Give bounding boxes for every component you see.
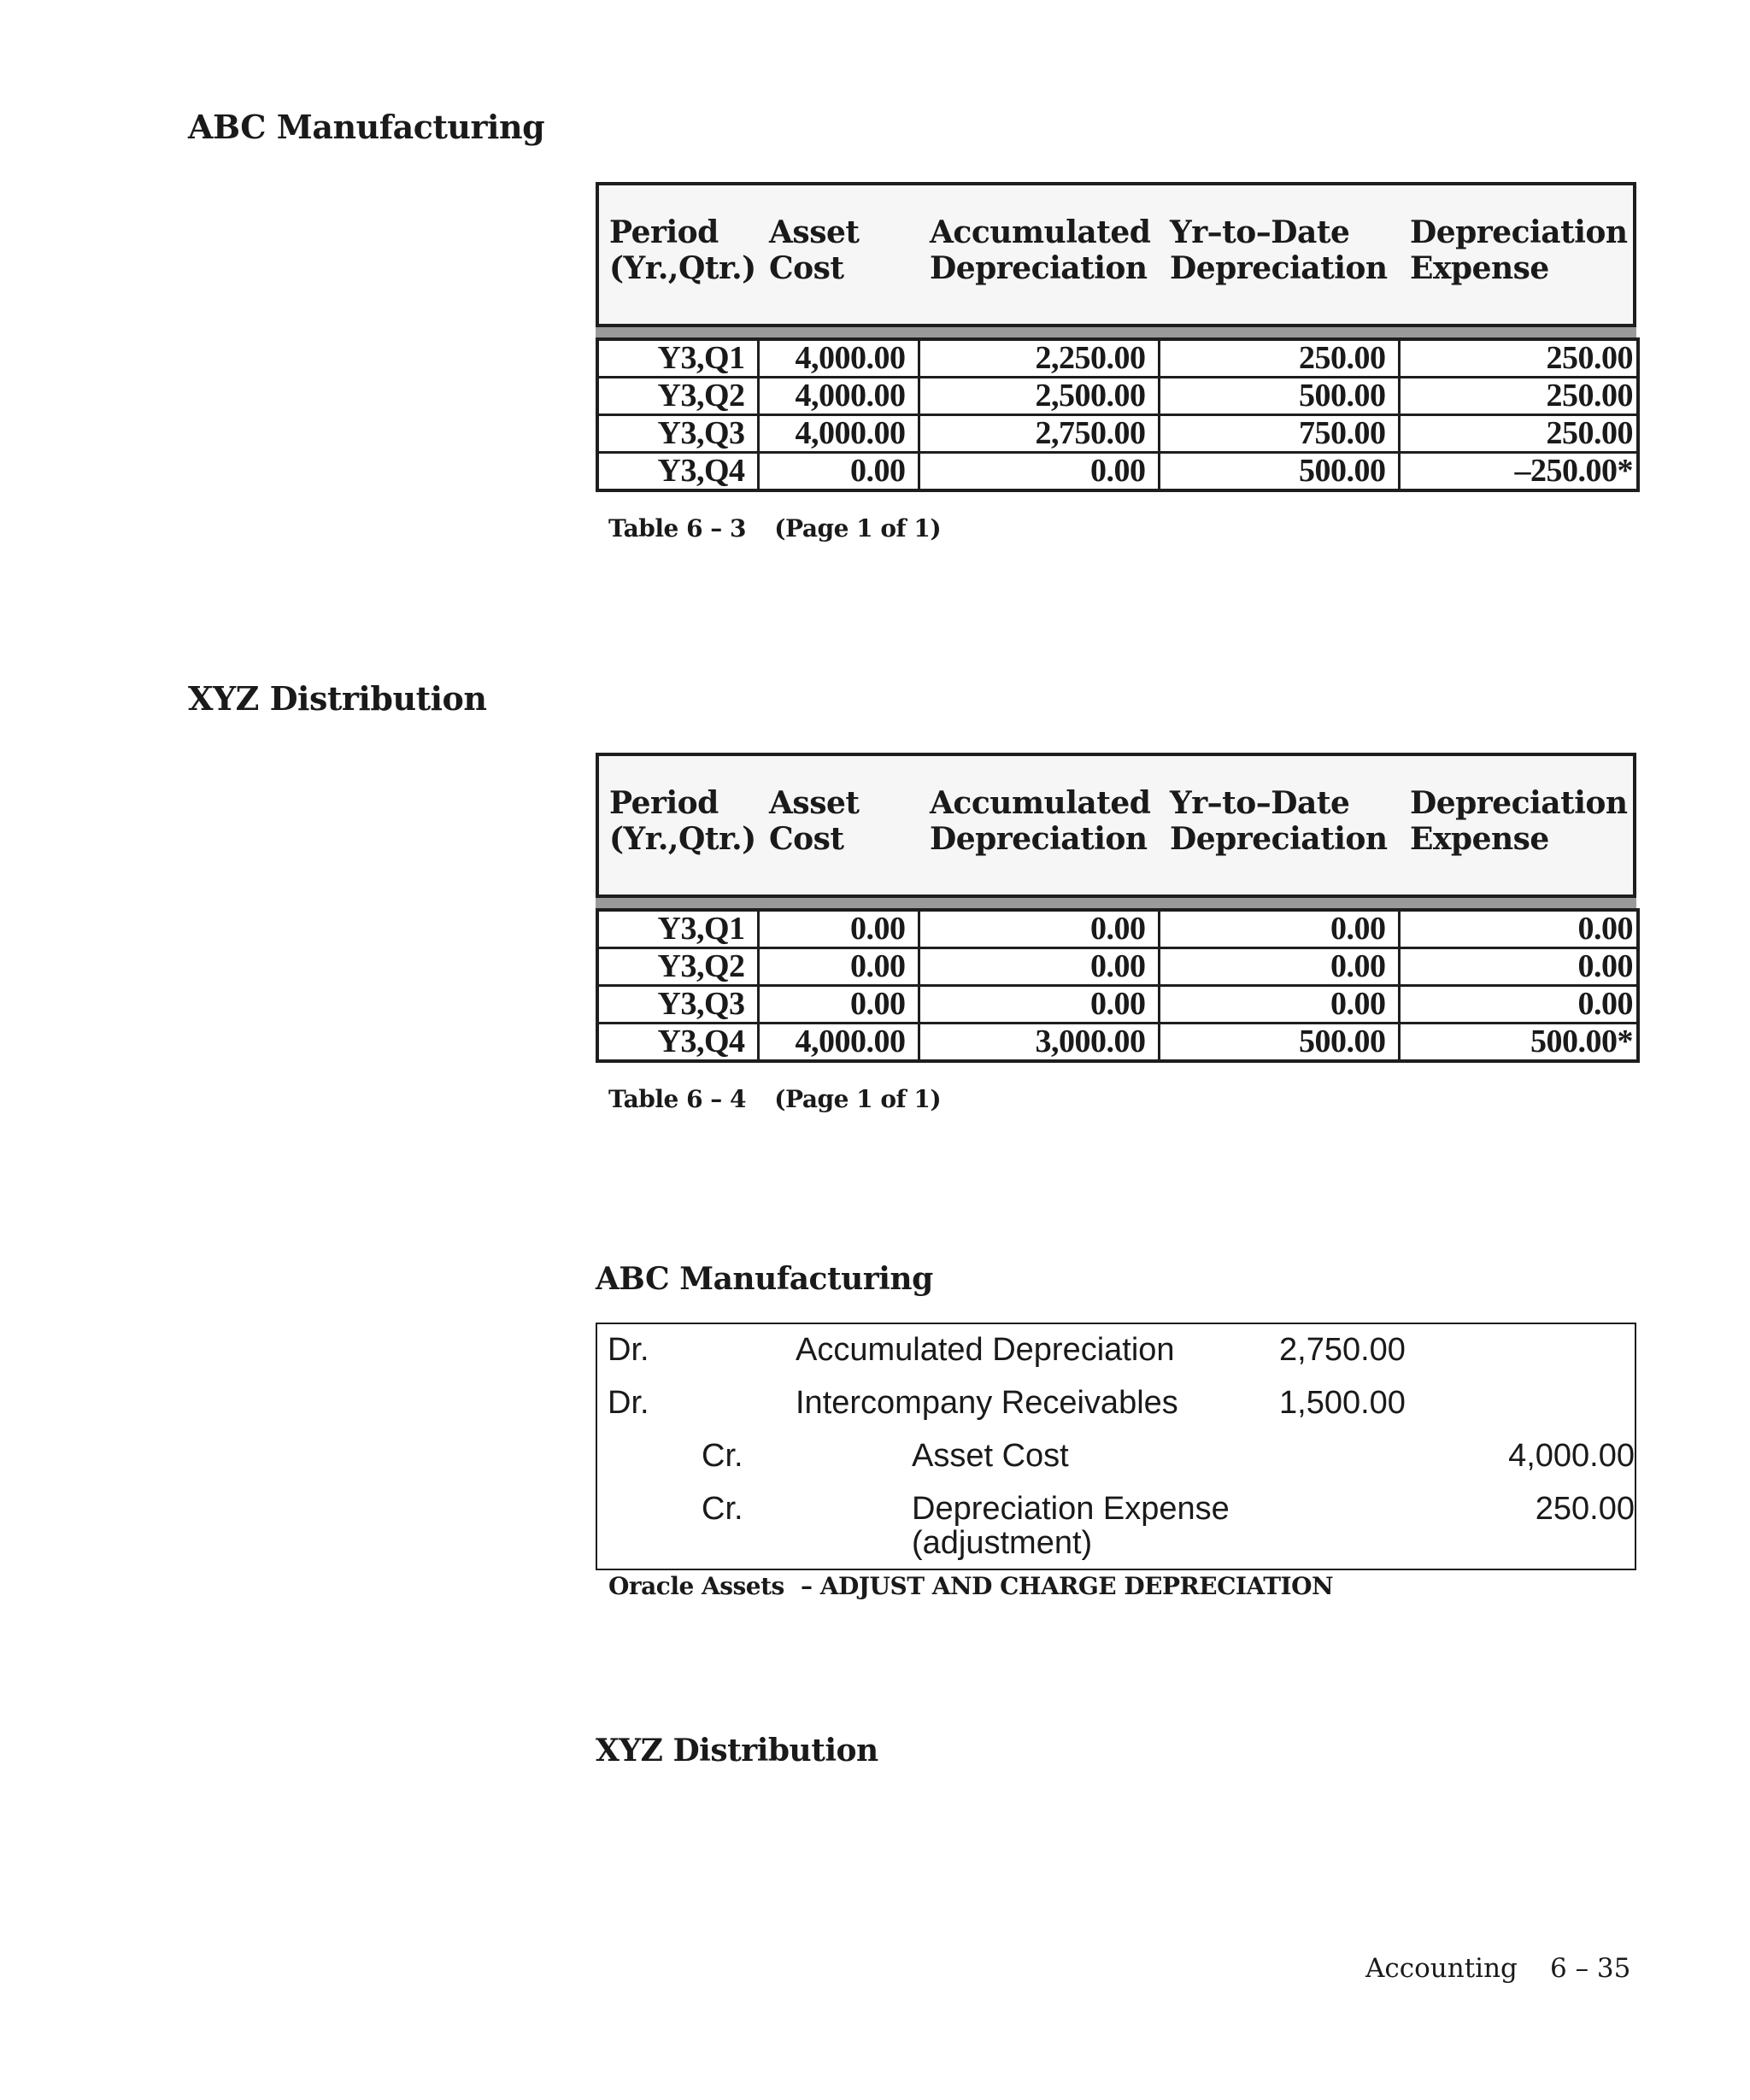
table-caption-xyz [608,1085,941,1113]
header-separator [596,327,1636,337]
cell-asset-cost: 4,000.00 [758,415,919,453]
header-period: Period (Yr.,Qtr.) [609,214,756,286]
table-header [596,753,1636,898]
journal-heading-abc: ABC Manufacturing [596,1261,933,1297]
caption-process: – ADJUST AND CHARGE DEPRECIATION [801,1572,1334,1600]
caption-table-number: Table 6 – 4 [608,1085,747,1113]
depreciation-table-abc [596,182,1636,492]
cell-ytd: 0.00 [1159,948,1399,986]
entry-account-note: (adjustment) [912,1525,1093,1561]
cell-accumulated: 3,000.00 [919,1024,1159,1062]
depreciation-table-xyz [596,753,1636,1063]
cell-asset-cost: 0.00 [758,986,919,1024]
entry-account: Accumulated Depreciation [796,1332,1175,1368]
entry-type: Cr. [702,1491,743,1527]
table-header [596,182,1636,327]
cell-period: Y3,Q2 [597,948,758,986]
journal-entry-box [596,1323,1636,1570]
table-caption-abc [608,514,941,543]
cell-ytd: 0.00 [1159,910,1399,948]
header-asset-cost: Asset Cost [769,785,860,857]
cell-period: Y3,Q3 [597,415,758,453]
company-heading-xyz: XYZ Distribution [188,679,487,718]
cell-asset-cost: 0.00 [758,948,919,986]
cell-accumulated: 2,250.00 [919,339,1159,378]
caption-product: Oracle Assets [608,1572,784,1600]
cell-ytd: 500.00 [1159,453,1399,491]
cell-period: Y3,Q4 [597,453,758,491]
entry-account: Asset Cost [912,1438,1069,1474]
header-ytd-depreciation: Yr–to–Date Depreciation [1170,785,1388,857]
cell-accumulated: 0.00 [919,910,1159,948]
cell-accumulated: 0.00 [919,948,1159,986]
cell-period: Y3,Q2 [597,378,758,415]
entry-credit: 250.00 [1535,1491,1635,1527]
entry-type: Cr. [702,1438,743,1474]
entry-credit: 4,000.00 [1508,1438,1635,1474]
table-body [596,908,1640,1063]
cell-accumulated: 2,750.00 [919,415,1159,453]
cell-period: Y3,Q1 [597,910,758,948]
cell-ytd: 500.00 [1159,1024,1399,1062]
table-row [597,948,1638,986]
cell-expense: 250.00 [1399,339,1638,378]
cell-expense: 0.00 [1399,948,1638,986]
cell-expense: 0.00 [1399,986,1638,1024]
caption-table-number: Table 6 – 3 [608,514,747,543]
cell-ytd: 0.00 [1159,986,1399,1024]
footer-page-number: 6 – 35 [1550,1953,1631,1984]
entry-account: Depreciation Expense [912,1491,1230,1527]
cell-asset-cost: 0.00 [758,910,919,948]
cell-accumulated: 0.00 [919,453,1159,491]
entry-debit: 1,500.00 [1279,1385,1406,1421]
table-row [597,378,1638,415]
cell-asset-cost: 4,000.00 [758,1024,919,1062]
cell-expense: 500.00* [1399,1024,1638,1062]
table-row [597,415,1638,453]
cell-period: Y3,Q3 [597,986,758,1024]
cell-asset-cost: 0.00 [758,453,919,491]
entry-type: Dr. [608,1385,649,1421]
cell-expense: 250.00 [1399,378,1638,415]
cell-period: Y3,Q1 [597,339,758,378]
cell-accumulated: 2,500.00 [919,378,1159,415]
cell-ytd: 750.00 [1159,415,1399,453]
entry-type: Dr. [608,1332,649,1368]
cell-asset-cost: 4,000.00 [758,339,919,378]
cell-ytd: 500.00 [1159,378,1399,415]
journal-heading-xyz: XYZ Distribution [596,1733,878,1769]
caption-page: (Page 1 of 1) [774,1085,942,1113]
entry-debit: 2,750.00 [1279,1332,1406,1368]
table-row [597,453,1638,491]
table-row [597,339,1638,378]
header-depreciation-expense: Depreciation Expense [1410,785,1628,857]
cell-asset-cost: 4,000.00 [758,378,919,415]
cell-expense: –250.00* [1399,453,1638,491]
cell-accumulated: 0.00 [919,986,1159,1024]
header-accumulated-depreciation: Accumulated Depreciation [930,785,1151,857]
header-separator [596,898,1636,908]
entry-account: Intercompany Receivables [796,1385,1178,1421]
footer-chapter: Accounting [1365,1953,1518,1984]
table-row [597,986,1638,1024]
cell-expense: 250.00 [1399,415,1638,453]
header-asset-cost: Asset Cost [769,214,860,286]
cell-period: Y3,Q4 [597,1024,758,1062]
caption-page: (Page 1 of 1) [774,514,942,543]
journal-caption [608,1572,1333,1600]
cell-ytd: 250.00 [1159,339,1399,378]
company-heading-abc: ABC Manufacturing [188,108,545,146]
header-depreciation-expense: Depreciation Expense [1410,214,1628,286]
table-row [597,910,1638,948]
cell-expense: 0.00 [1399,910,1638,948]
header-accumulated-depreciation: Accumulated Depreciation [930,214,1151,286]
table-row [597,1024,1638,1062]
table-body [596,337,1640,492]
header-ytd-depreciation: Yr–to–Date Depreciation [1170,214,1388,286]
header-period: Period (Yr.,Qtr.) [609,785,756,857]
